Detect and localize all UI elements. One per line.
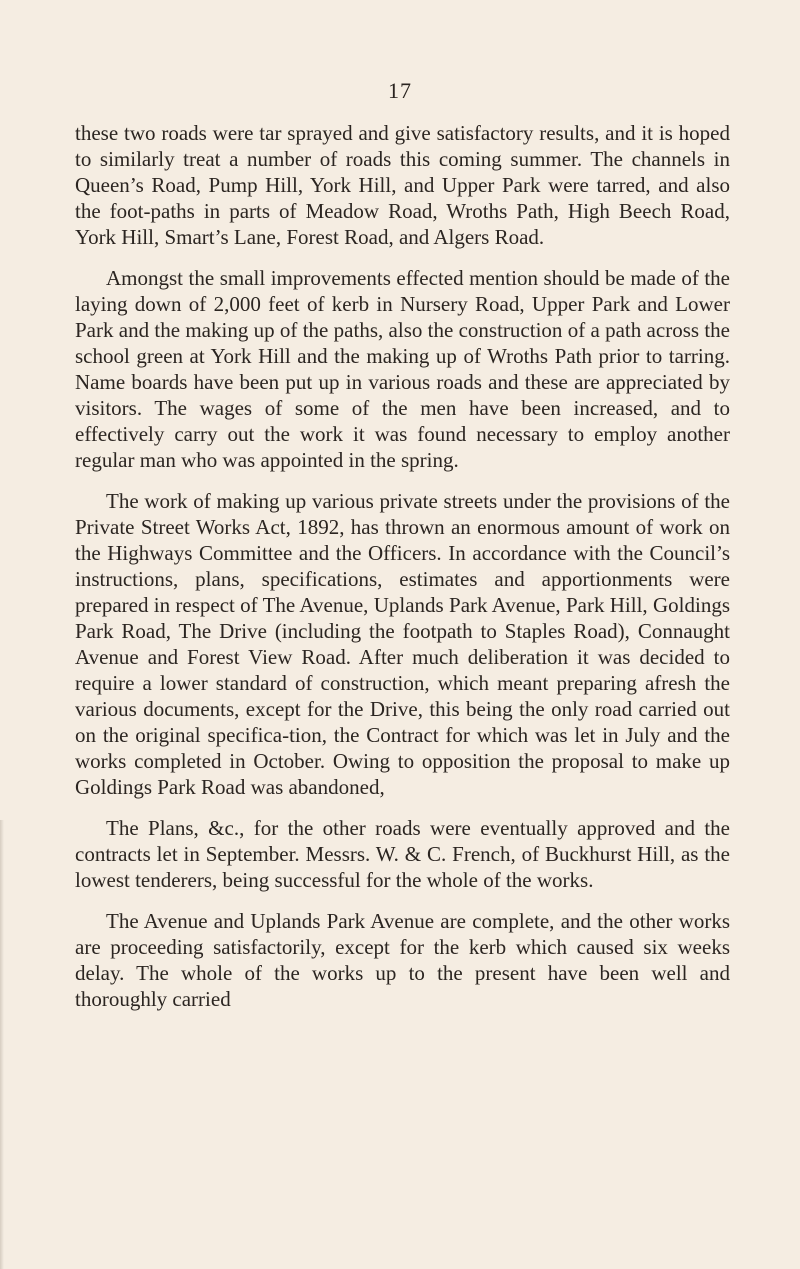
page-number: 17 (388, 78, 412, 103)
paragraph-5: The Avenue and Uplands Park Avenue are complete, and the other works are proceeding satisfactorily, except for the kerb which caused six weeks delay. The whole of the works up to the present have been well and thoroughly carried (75, 909, 730, 1011)
body-text (75, 120, 730, 1027)
paragraph-1: these two roads were tar sprayed and give satisfactory results, and it is hoped to similarly treat a number of roads this coming summer. The channels in Queen’s Road, Pump Hill, York Hill, and Upper Park were tarred, and also the foot-paths in parts of Meadow Road, Wroths Path, High Beech Road, York Hill, Smart’s Lane, Forest Road, and Algers Road. (75, 121, 730, 249)
paragraph-2: Amongst the small improvements effected mention should be made of the laying down of 2,000 feet of kerb in Nursery Road, Upper Park and Lower Park and the making up of the paths, also the construction of a path across the school green at York Hill and the making up of Wroths Path prior to tarring. Name boards have been put up in various roads and these are appreciated by visitors. The wages of some of the men have been increased, and to effectively carry out the work it was found necessary to employ another regular man who was appointed in the spring. (75, 266, 730, 472)
paragraph-4: The Plans, &c., for the other roads were eventually approved and the contracts let in September. Messrs. W. & C. French, of Buckhurst Hill, as the lowest tenderers, being successful for the whole of the works. (75, 816, 730, 892)
page-edge-shadow (0, 820, 4, 1269)
paragraph-3: The work of making up various private streets under the provisions of the Private Street Works Act, 1892, has thrown an enormous amount of work on the Highways Committee and the Officers. In accordance with the Council’s instructions, plans, specifications, estimates and apportionments were prepared in respect of The Avenue, Uplands Park Avenue, Park Hill, Goldings Park Road, The Drive (including the footpath to Staples Road), Connaught Avenue and Forest View Road. After much deliberation it was decided to require a lower standard of construction, which meant preparing afresh the various documents, except for the Drive, this being the only road carried out on the original specifica-tion, the Contract for which was let in July and the works completed in October. Owing to opposition the proposal to make up Goldings Park Road was abandoned, (75, 489, 730, 799)
